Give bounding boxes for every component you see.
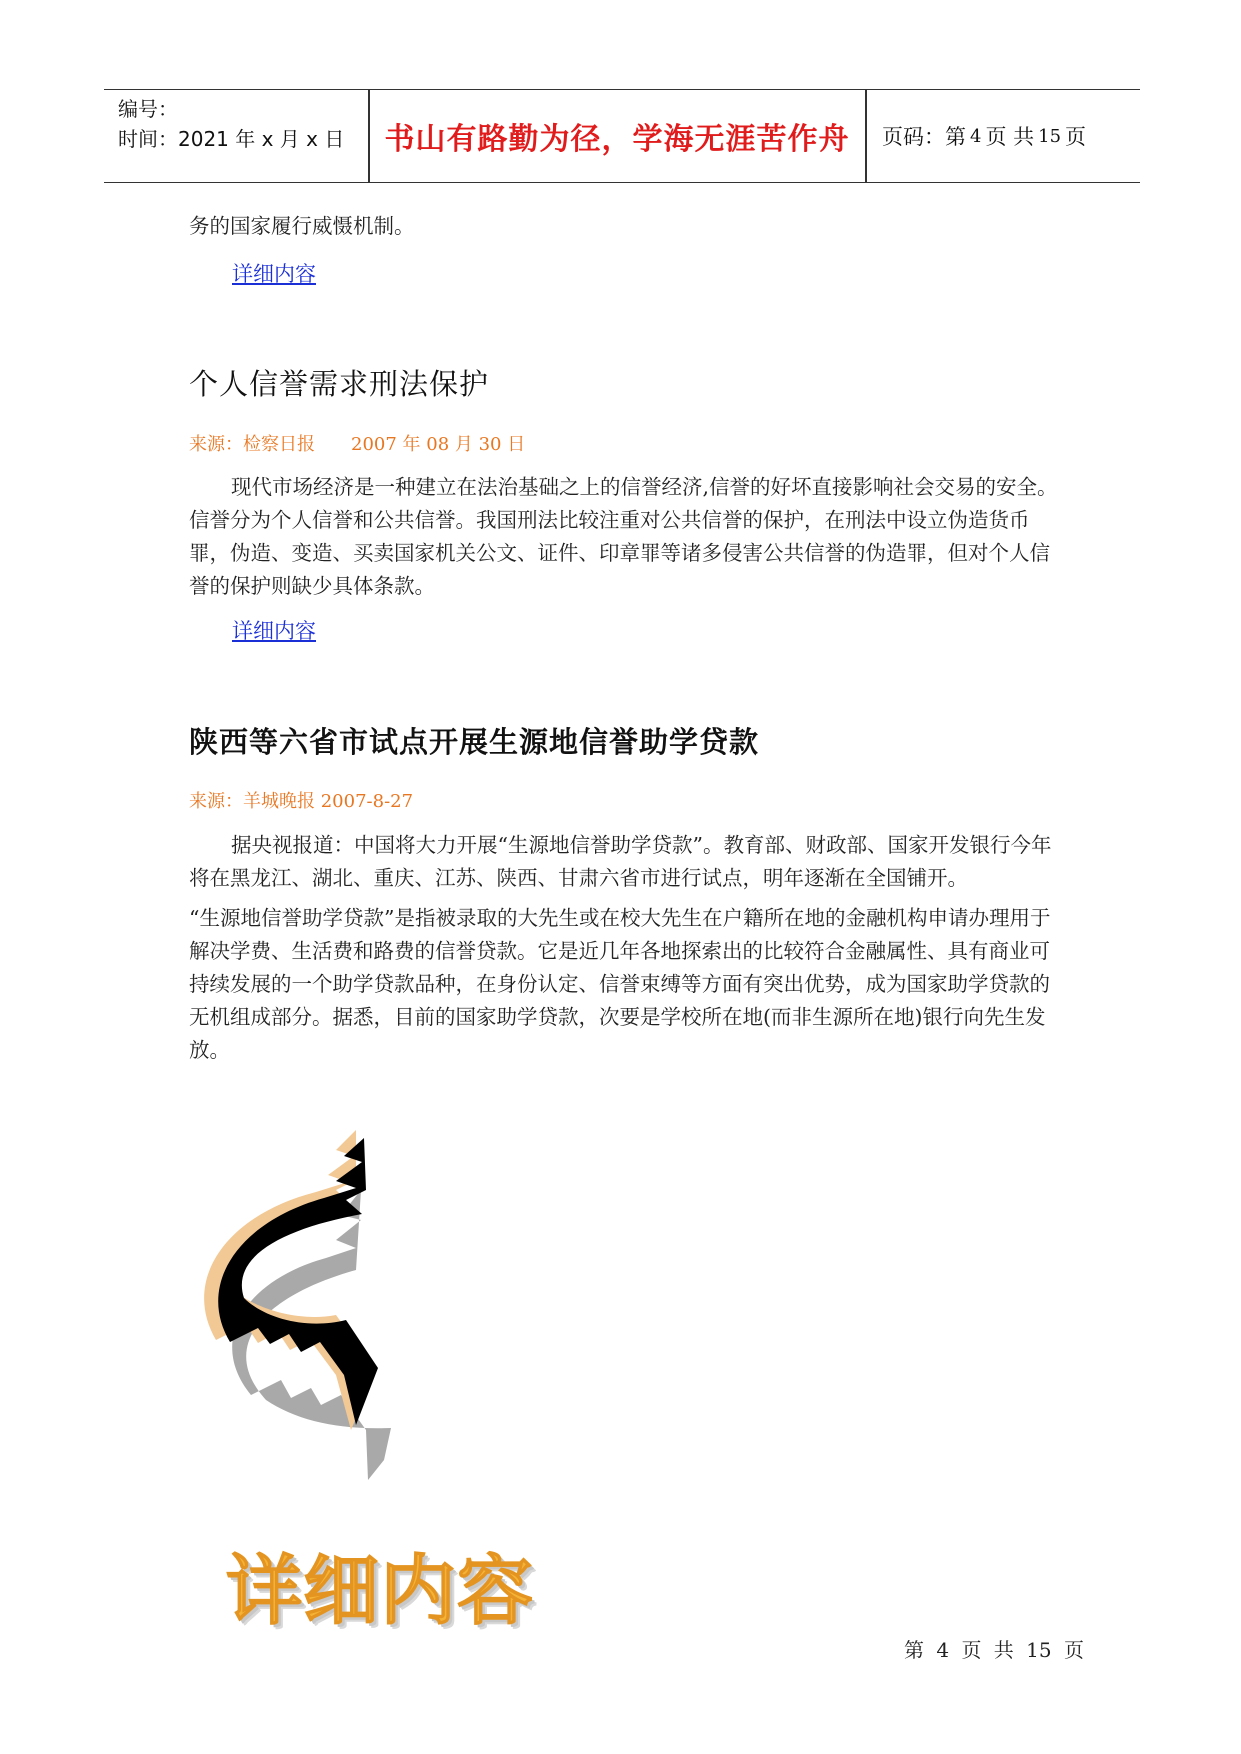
serial-label: 编号： bbox=[118, 97, 178, 121]
article-source bbox=[189, 430, 525, 456]
wordart-title: 详细内容 bbox=[226, 1546, 534, 1635]
page-total: 15 bbox=[1038, 125, 1062, 147]
page-header bbox=[104, 89, 1140, 183]
page-suffix: 页 bbox=[1065, 125, 1087, 149]
page-mid: 页 共 bbox=[985, 125, 1035, 149]
article-paragraph: 据央视报道：中国将大力开展“生源地信誉助学贷款”。教育部、财政部、国家开发银行今年将在黑龙江、湖北、重庆、江苏、陕西、甘肃六省市进行试点，明年逐渐在全国铺开。 bbox=[189, 833, 1052, 890]
page-footer: 第 4 页 共 15 页 bbox=[904, 1638, 1084, 1662]
header-motto: 书山有路勤为径，学海无涯苦作舟 bbox=[384, 122, 850, 157]
details-link[interactable]: 详细内容 bbox=[232, 619, 316, 643]
article-title: 陕西等六省市试点开展生源地信誉助学贷款 bbox=[189, 725, 760, 759]
page-prefix: 页码：第 bbox=[882, 125, 966, 149]
article-title: 个人信誉需求刑法保护 bbox=[189, 367, 490, 401]
header-page-number bbox=[882, 90, 1086, 182]
source-label: 来源：检察日报 bbox=[189, 434, 315, 455]
article-source: 来源：羊城晚报 2007-8-27 bbox=[189, 791, 414, 812]
article-paragraph: “生源地信誉助学贷款”是指被录取的大先生或在校大先生在户籍所在地的金融机构申请办理用于解决学费、生活费和路费的信誉贷款。它是近几年各地探索出的比较符合金融属性、具有商业可持续发展的一个助学贷款品种，在身份认定、信誉束缚等方面有突出优势，成为国家助学贷款的无机组成部分。据悉，目前的国家助学贷款，次要是学校所在地(而非生源所在地)银行向先生发放。 bbox=[189, 906, 1051, 1062]
page-current: 4 bbox=[970, 125, 982, 147]
time-label: 时间：2021 年 x 月 x 日 bbox=[118, 127, 345, 151]
source-date: 2007 年 08 月 30 日 bbox=[351, 434, 526, 455]
header-divider bbox=[865, 90, 867, 182]
article-body: 现代市场经济是一种建立在法治基础之上的信誉经济,信誉的好坏直接影响社会交易的安全。信誉分为个人信誉和公共信誉。我国刑法比较注重对公共信誉的保护，在刑法中设立伪造货币罪，伪造、变造、买卖国家机关公文、证件、印章罪等诸多侵害公共信誉的伪造罪，但对个人信誉的保护则缺少具体条款。 bbox=[189, 475, 1058, 598]
header-meta bbox=[118, 94, 344, 154]
intro-text: 务的国家履行威慑机制。 bbox=[189, 214, 415, 238]
details-link[interactable]: 详细内容 bbox=[232, 262, 316, 286]
curved-arrow-icon bbox=[186, 1130, 436, 1480]
